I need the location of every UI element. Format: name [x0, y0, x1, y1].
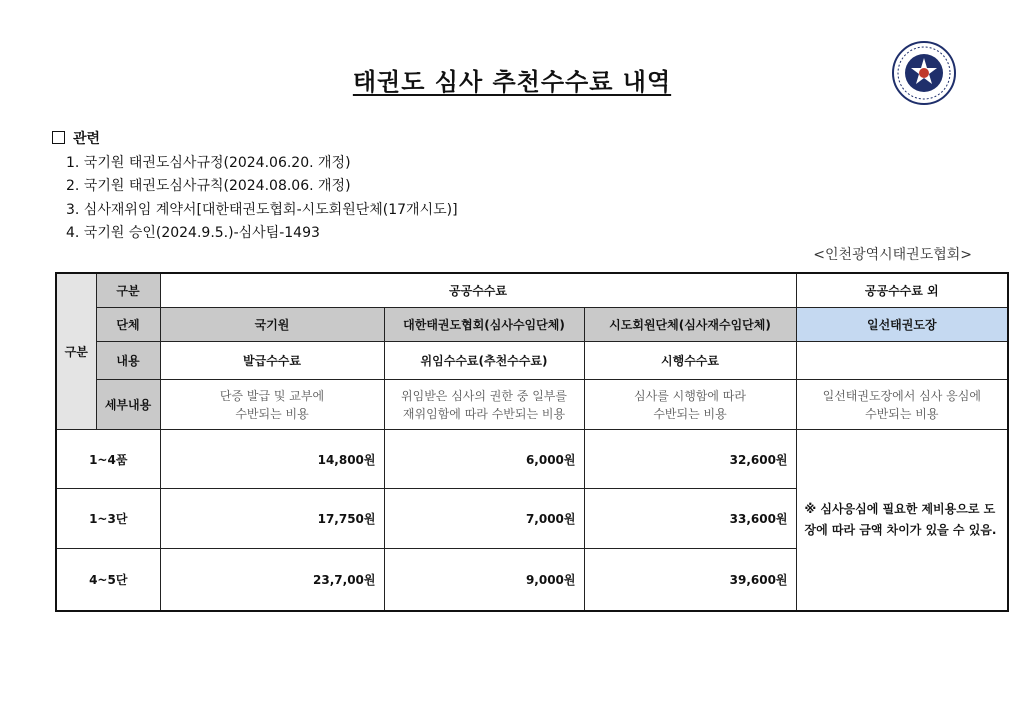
amount-kta: 7,000원	[384, 488, 584, 548]
amount-kukkiwon: 23,7,00원	[160, 549, 384, 611]
intro-section	[52, 128, 458, 246]
grade-label: 1~4품	[56, 430, 160, 488]
reference-item: 2. 국기원 태권도심사규칙(2024.08.06. 개정)	[66, 178, 351, 194]
amount-city-association: 39,600원	[584, 549, 796, 611]
amount-city-association: 32,600원	[584, 430, 796, 488]
reference-item: 3. 심사재위임 계약서[대한태권도협회-시도회원단체(17개시도)]	[66, 201, 458, 218]
reference-item: 1. 국기원 태권도심사규정(2024.06.20. 개정)	[66, 154, 351, 171]
detail-kta: 위임받은 심사의 권한 중 일부를 재위임함에 따라 수반되는 비용	[384, 380, 584, 430]
detail-kukkiwon: 단증 발급 및 교부에 수반되는 비용	[160, 380, 384, 430]
amount-city-association: 33,600원	[584, 488, 796, 548]
row-header-label: 구분	[56, 273, 96, 430]
association-logo-icon	[891, 40, 957, 106]
table-row	[56, 430, 1008, 488]
source-label: <인천광역시태권도협회>	[813, 247, 972, 263]
grade-label: 1~3단	[56, 488, 160, 548]
amount-kta: 6,000원	[384, 430, 584, 488]
amount-kta: 9,000원	[384, 549, 584, 611]
body-kta: 대한태권도협회(심사수임단체)	[384, 307, 584, 341]
page-title: 태권도 심사 추천수수료 내역	[352, 68, 672, 96]
reference-item: 4. 국기원 승인(2024.9.5.)-심사팀-1493	[66, 225, 320, 241]
content-issuance-fee: 발급수수료	[160, 341, 384, 379]
label-content: 내용	[96, 341, 160, 379]
dojang-fee-note: ※ 심사응심에 필요한 제비용으로 도장에 따라 금액 차이가 있을 수 있음.	[796, 430, 1008, 611]
content-empty	[796, 341, 1008, 379]
label-body: 단체	[96, 307, 160, 341]
intro-heading: 관련	[52, 128, 458, 152]
reference-list	[52, 152, 458, 246]
category-public: 공공수수료	[160, 273, 796, 307]
body-city-association: 시도회원단체(심사재수임단체)	[584, 307, 796, 341]
amount-kukkiwon: 14,800원	[160, 430, 384, 488]
category-other: 공공수수료 외	[796, 273, 1008, 307]
detail-city-association: 심사를 시행함에 따라 수반되는 비용	[584, 380, 796, 430]
label-detail: 세부내용	[96, 380, 160, 430]
content-execution-fee: 시행수수료	[584, 341, 796, 379]
label-category: 구분	[96, 273, 160, 307]
amount-kukkiwon: 17,750원	[160, 488, 384, 548]
body-kukkiwon: 국기원	[160, 307, 384, 341]
body-local-dojang: 일선태권도장	[796, 307, 1008, 341]
grade-label: 4~5단	[56, 549, 160, 611]
content-delegation-fee: 위임수수료(추천수수료)	[384, 341, 584, 379]
detail-local-dojang: 일선태권도장에서 심사 응심에 수반되는 비용	[796, 380, 1008, 430]
checkbox-square-icon	[52, 131, 65, 144]
fee-table	[55, 272, 1009, 612]
